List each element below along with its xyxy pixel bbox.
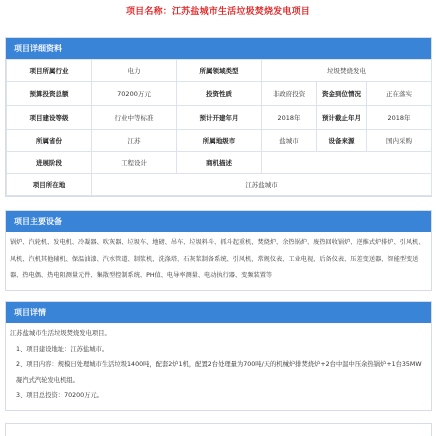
equipment-header: 项目主要设备 [6,211,431,232]
project-detail-card [5,301,432,411]
investment-nature-value: 非政府投资 [262,82,317,106]
detail-line: 3、项目总投资：70200万元。 [16,392,104,399]
industry-label: 项目所属行业 [7,60,92,82]
province-value: 江苏 [92,130,177,152]
field-type-label: 所属领域类型 [177,60,262,82]
opportunity-label: 商机描述 [177,152,262,174]
progress-stage-value: 工程设计 [92,152,177,174]
progress-stage-label: 进展阶段 [7,152,92,174]
city-value: 盐城市 [262,130,317,152]
project-detail-body [6,323,431,410]
location-label: 项目所在地 [7,174,92,196]
budget-label: 预算投资总额 [7,82,92,106]
construction-grade-value: 行业中等标准 [92,106,177,130]
detail-line: 江苏盐城市生活垃圾焚烧发电项目。 [10,330,111,337]
project-title: 项目名称：江苏盐城市生活垃圾焚烧发电项目 [125,7,310,17]
location-value: 江苏盐城市 [92,174,432,196]
budget-value: 70200万元 [92,82,177,106]
project-details-header: 项目详细资料 [6,38,431,59]
detail-line: 1、项目建设地址：江苏盐城市。 [16,345,109,353]
industry-value: 电力 [92,60,177,82]
construction-grade-label: 项目建设等级 [7,106,92,130]
project-details-card [5,37,432,197]
project-details-table [6,59,432,196]
start-date-label: 预计开建年月 [177,106,262,130]
equipment-source-value: 国内采购 [367,130,432,152]
field-type-value: 垃圾焚烧发电 [262,60,432,82]
table-row [7,106,432,130]
project-detail-header: 项目详情 [6,302,431,323]
investment-nature-label: 投资性质 [177,82,262,106]
start-date-value: 2018年 [262,106,317,130]
equipment-card [5,210,432,291]
next-card-edge [5,423,432,436]
table-row [7,130,432,152]
table-row [7,174,432,196]
table-row [7,82,432,106]
end-date-value: 2018年 [367,106,432,130]
equipment-source-label: 设备来源 [317,130,367,152]
city-label: 所属地级市 [177,130,262,152]
equipment-list-text: 锅炉、汽轮机、发电机、冷凝器、吹灰器、垃圾车、地磅、吊车、垃圾料斗、抓斗起重机、焚烧炉、余热锅炉、废热回收锅炉、逆推式炉排炉、引风机、风机、汽机其他辅机、保温油漆、汽水管道、制浆机、洗涤塔、石灰浆制备系统、引风机、常规仪表、工业电视、后备仪表、压差变送器、智能型变送器、热电偶、热电阻测量元件、集散型控制系统、PH值、电导率测量、电动执行器、变频装置等 [10,239,425,279]
table-row [7,152,432,174]
detail-line: 2、项目内容：规模日处理城市生活垃圾1400吨，配套2炉1机，配置2台处理量为700吨/天的机械炉排焚烧炉+2台中温中压余热锅炉+1台35MW凝汽式汽轮发电机组。 [16,361,422,384]
opportunity-value [262,152,432,174]
end-date-label: 预计截止年月 [317,106,367,130]
funding-status-value: 正在落实 [367,82,432,106]
table-row [7,60,432,82]
funding-status-label: 资金到位情况 [317,82,367,106]
province-label: 所属省份 [7,130,92,152]
